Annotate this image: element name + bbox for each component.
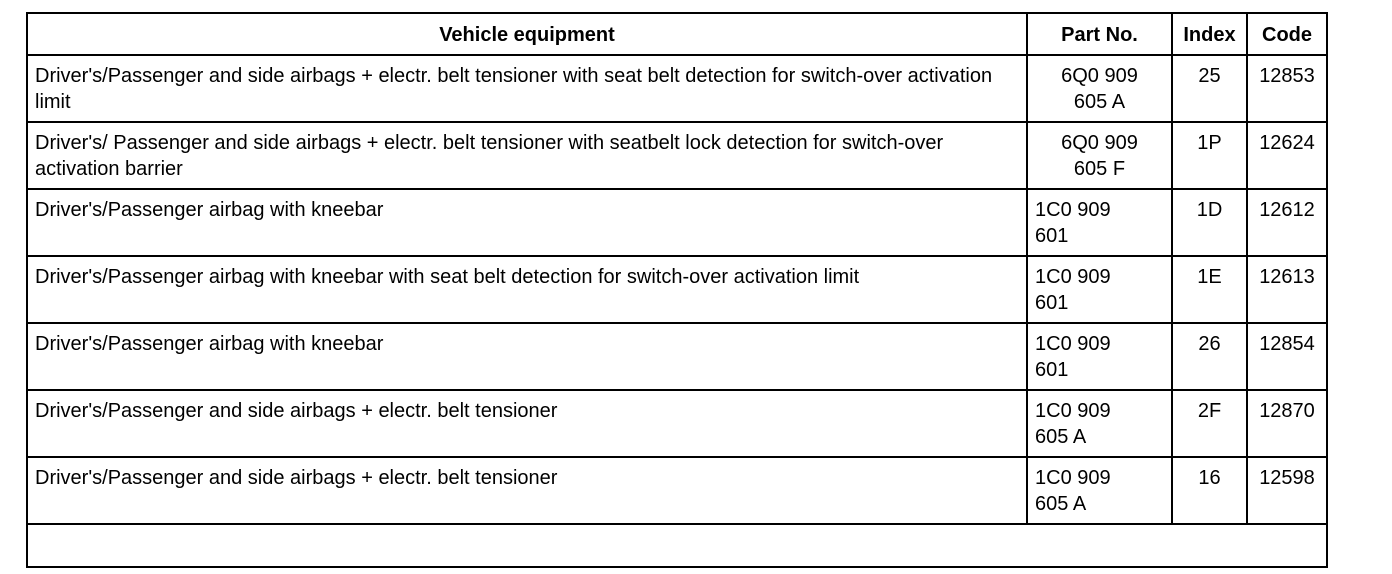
code-cell: 12598 [1247, 457, 1327, 524]
equipment-cell: Driver's/Passenger and side airbags + electr. belt tensioner with seat belt detection for switch-over activation limit [27, 55, 1027, 122]
empty-footer-cell [27, 524, 1327, 567]
table-row [27, 256, 1327, 323]
equipment-table [26, 12, 1328, 568]
part-no-line1: 1C0 909 [1035, 467, 1111, 489]
index-cell: 25 [1172, 55, 1247, 122]
part-no-line1: 1C0 909 [1035, 400, 1111, 422]
part-no-line1: 1C0 909 [1035, 199, 1111, 221]
code-cell: 12612 [1247, 189, 1327, 256]
equipment-cell: Driver's/Passenger airbag with kneebar with seat belt detection for switch-over activation limit [27, 256, 1027, 323]
index-cell: 1D [1172, 189, 1247, 256]
table-row [27, 457, 1327, 524]
empty-footer-row [27, 524, 1327, 567]
code-cell: 12624 [1247, 122, 1327, 189]
header-code: Code [1247, 13, 1327, 55]
part-no-cell [1027, 122, 1172, 189]
part-no-line2: 605 F [1073, 158, 1126, 180]
part-no-cell [1027, 323, 1172, 390]
table-row [27, 189, 1327, 256]
header-vehicle-equipment: Vehicle equipment [27, 13, 1027, 55]
part-no-line2: 601 [1035, 225, 1069, 247]
part-no-line2: 605 A [1035, 426, 1087, 448]
table-row [27, 323, 1327, 390]
table-row [27, 122, 1327, 189]
part-no-cell [1027, 256, 1172, 323]
equipment-cell: Driver's/Passenger and side airbags + electr. belt tensioner [27, 390, 1027, 457]
index-cell: 2F [1172, 390, 1247, 457]
part-no-line1: 6Q0 909 [1061, 132, 1138, 154]
equipment-cell: Driver's/ Passenger and side airbags + electr. belt tensioner with seatbelt lock detection for switch-over activation barrier [27, 122, 1027, 189]
header-index: Index [1172, 13, 1247, 55]
header-part-no: Part No. [1027, 13, 1172, 55]
part-no-line1: 1C0 909 [1035, 333, 1111, 355]
part-no-cell [1027, 457, 1172, 524]
equipment-cell: Driver's/Passenger and side airbags + electr. belt tensioner [27, 457, 1027, 524]
equipment-cell: Driver's/Passenger airbag with kneebar [27, 323, 1027, 390]
table-row [27, 55, 1327, 122]
part-no-line1: 6Q0 909 [1061, 65, 1138, 87]
index-cell: 16 [1172, 457, 1247, 524]
index-cell: 26 [1172, 323, 1247, 390]
index-cell: 1P [1172, 122, 1247, 189]
part-no-cell [1027, 189, 1172, 256]
part-no-cell [1027, 390, 1172, 457]
part-no-line2: 601 [1035, 359, 1069, 381]
code-cell: 12854 [1247, 323, 1327, 390]
code-cell: 12613 [1247, 256, 1327, 323]
table-header-row [27, 13, 1327, 55]
part-no-cell [1027, 55, 1172, 122]
code-cell: 12870 [1247, 390, 1327, 457]
code-cell: 12853 [1247, 55, 1327, 122]
equipment-cell: Driver's/Passenger airbag with kneebar [27, 189, 1027, 256]
equipment-table-container [26, 12, 1326, 568]
part-no-line2: 605 A [1035, 493, 1087, 515]
table-row [27, 390, 1327, 457]
part-no-line1: 1C0 909 [1035, 266, 1111, 288]
index-cell: 1E [1172, 256, 1247, 323]
part-no-line2: 601 [1035, 292, 1069, 314]
part-no-line2: 605 A [1073, 91, 1126, 113]
